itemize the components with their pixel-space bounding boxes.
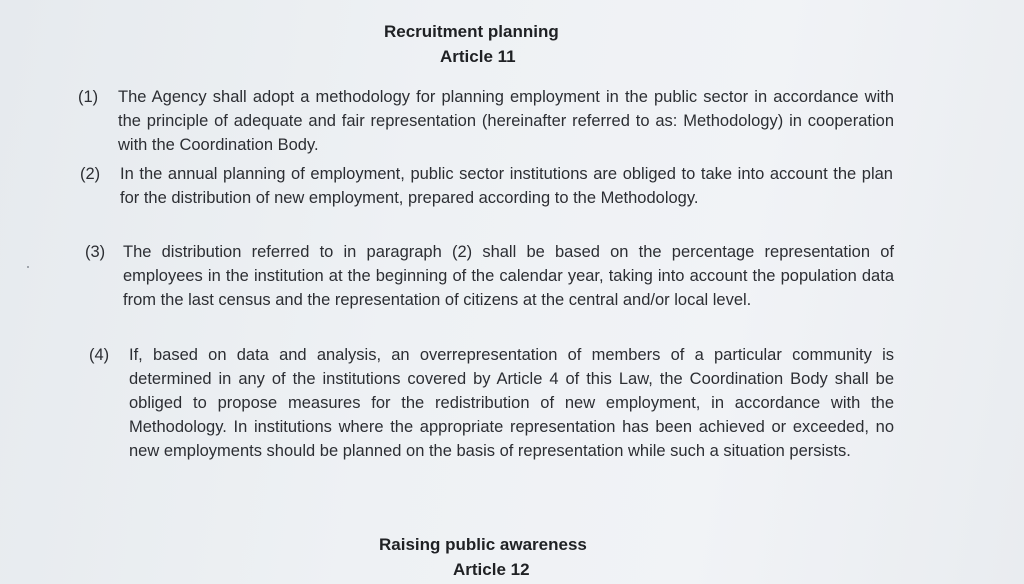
paragraph-number: (3) [85,243,106,261]
paragraph-number: (4) [89,346,110,364]
paragraph-text: If, based on data and analysis, an overrepresentation of members of a particular community is determined in any of the institutions covered by Article 4 of this Law, the Coordination Body shall be obliged to propose measures for the redistribution of new employment, in accordance with the Methodology. In institutions where the appropriate representation has been achieved or exceeded, no new employments should be planned on the basis of representation while such a situation persists. [129,346,894,460]
article-11-label: Article 11 [440,47,516,66]
paragraph-text: In the annual planning of employment, public sector institutions are obliged to take into account the plan for the distribution of new employment, prepared according to the Methodology. [120,165,893,207]
paragraph-number: (2) [80,165,101,183]
paragraph-text: The distribution referred to in paragraph (2) shall be based on the percentage representation of employees in the institution at the beginning of the calendar year, taking into account the population data from the last census and the representation of citizens at the central and/or local level. [123,243,894,309]
article-12-label: Article 12 [453,560,530,579]
paragraph-number: (1) [78,88,99,106]
section-title-raising-public-awareness: Raising public awareness [379,535,587,554]
section-title-recruitment-planning: Recruitment planning [384,22,559,41]
paragraph-text: The Agency shall adopt a methodology for planning employment in the public sector in accordance with the principle of adequate and fair representation (hereinafter referred to as: Methodology) in cooperation with the Coordination Body. [118,88,894,154]
speck-mark [27,266,29,268]
